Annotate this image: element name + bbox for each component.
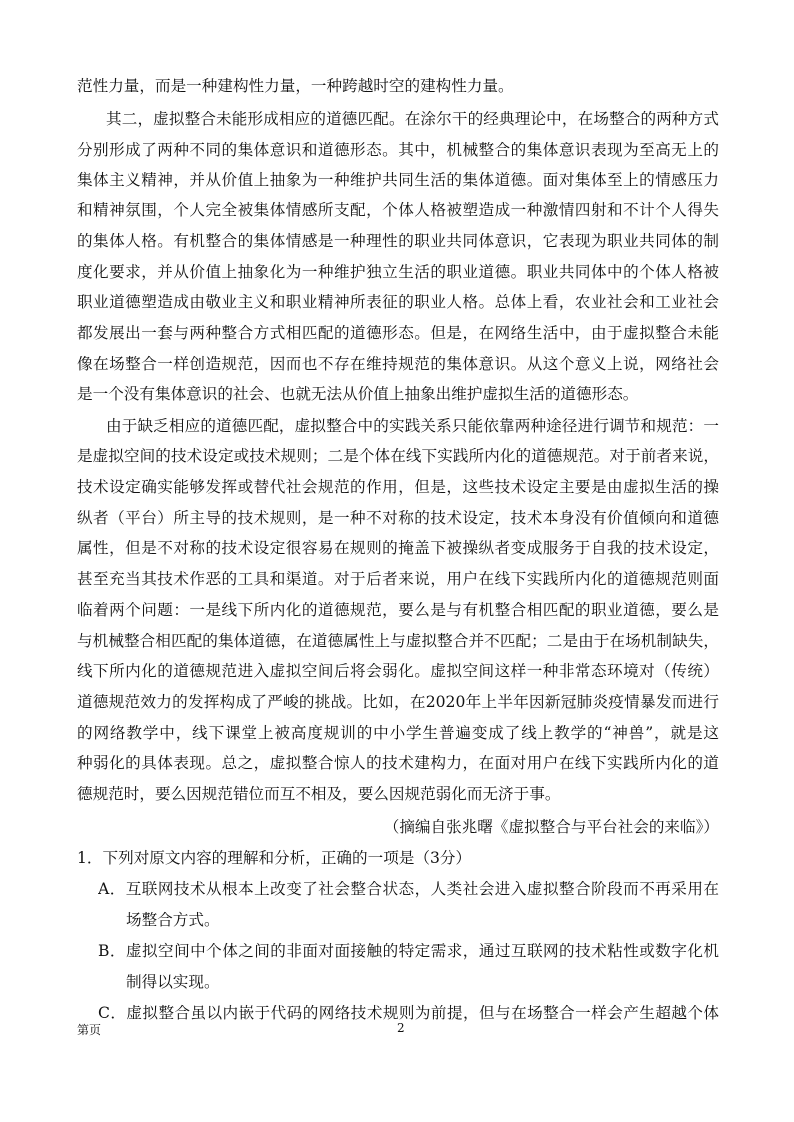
text-line: 德规范时，要么因规范错位而互不相及，要么因规范弱化而无济于事。: [77, 785, 561, 803]
option-b-continued: 制得以实现。: [126, 973, 220, 991]
text-line: 集体主义精神，并从价值上抽象为一种维护共同生活的集体道德。面对集体至上的情感压力: [77, 171, 719, 189]
text-line: 像在场整合一样创造规范，因而也不存在维持规范的集体意识。从这个意义上说，网络社会: [77, 355, 719, 373]
option-b: B．虚拟空间中个体之间的非面对面接触的特定需求，通过互联网的技术粘性或数字化机: [98, 942, 719, 960]
text-line: 纵者（平台）所主导的技术规则，是一种不对称的技术设定，技术本身没有价值倾向和道德: [77, 509, 719, 527]
text-line: 线下所内化的道德规范进入虚拟空间后将会弱化。虚拟空间这样一种非常态环境对（传统）: [77, 662, 719, 680]
footer-page-number: 2: [397, 1021, 405, 1035]
option-c: C．虚拟整合虽以内嵌于代码的网络技术规则为前提，但与在场整合一样会产生超越个体: [98, 1004, 719, 1022]
text-line: 由于缺乏相应的道德匹配，虚拟整合中的实践关系只能依靠两种途径进行调节和规范：一: [106, 417, 719, 435]
text-line: 与机械整合相匹配的集体道德，在道德属性上与虚拟整合并不匹配；二是由于在场机制缺失，: [77, 632, 719, 650]
text-line: 分别形成了两种不同的集体意识和道德形态。其中，机械整合的集体意识表现为至高无上的: [77, 141, 719, 159]
text-line: 甚至充当其技术作恶的工具和渠道。对于后者来说，用户在线下实践所内化的道德规范则面: [77, 570, 719, 588]
text-line: 的集体人格。有机整合的集体情感是一种理性的职业共同体意识，它表现为职业共同体的制: [77, 232, 719, 250]
text-line: 和精神氛围，个人完全被集体情感所支配，个体人格被塑造成一种激情四射和不计个人得失: [77, 201, 719, 219]
source-citation: （摘编自张兆曙《虚拟整合与平台社会的来临》）: [383, 818, 719, 836]
text-line: 种弱化的具体表现。总之，虚拟整合惊人的技术建构力，在面对用户在线下实践所内化的道: [77, 754, 719, 772]
text-line: 是一个没有集体意识的社会、也就无法从价值上抽象出维护虚拟生活的道德形态。: [77, 385, 639, 403]
text-line: 临着两个问题：一是线下所内化的道德规范，要么是与有机整合相匹配的职业道德，要么是: [77, 601, 719, 619]
option-a-continued: 场整合方式。: [126, 911, 220, 929]
text-line: 道德规范效力的发挥构成了严峻的挑战。比如，在2020年上半年因新冠肺炎疫情暴发而进行: [77, 693, 719, 711]
text-line: 度化要求，并从价值上抽象化为一种维护独立生活的职业道德。职业共同体中的个体人格被: [77, 263, 719, 281]
footer-page-label: 第页: [77, 1023, 102, 1037]
text-line: 技术设定确实能够发挥或替代社会规范的作用，但是，这些技术设定主要是由虚拟生活的操: [77, 478, 719, 496]
text-line: 的网络教学中，线下课堂上被高度规训的中小学生普遍变成了线上教学的“神兽”，就是这: [77, 724, 719, 742]
text-line: 都发展出一套与两种整合方式相匹配的道德形态。但是，在网络生活中，由于虚拟整合未能: [77, 324, 719, 342]
text-line: 范性力量，而是一种建构性力量，一种跨越时空的建构性力量。: [77, 77, 514, 95]
option-a: A．互联网技术从根本上改变了社会整合状态，人类社会进入虚拟整合阶段而不再采用在: [98, 880, 719, 898]
text-line: 职业道德塑造成由敬业主义和职业精神所表征的职业人格。总体上看，农业社会和工业社会: [77, 293, 719, 311]
text-line: 属性，但是不对称的技术设定很容易在规则的掩盖下被操纵者变成服务于自我的技术设定，: [77, 539, 719, 557]
text-line: 是虚拟空间的技术设定或技术规则；二是个体在线下实践所内化的道德规范。对于前者来说，: [77, 447, 719, 465]
question-stem: 1．下列对原文内容的理解和分析，正确的一项是（3分）: [77, 849, 472, 867]
text-line: 其二，虚拟整合未能形成相应的道德匹配。在涂尔干的经典理论中，在场整合的两种方式: [106, 110, 719, 128]
